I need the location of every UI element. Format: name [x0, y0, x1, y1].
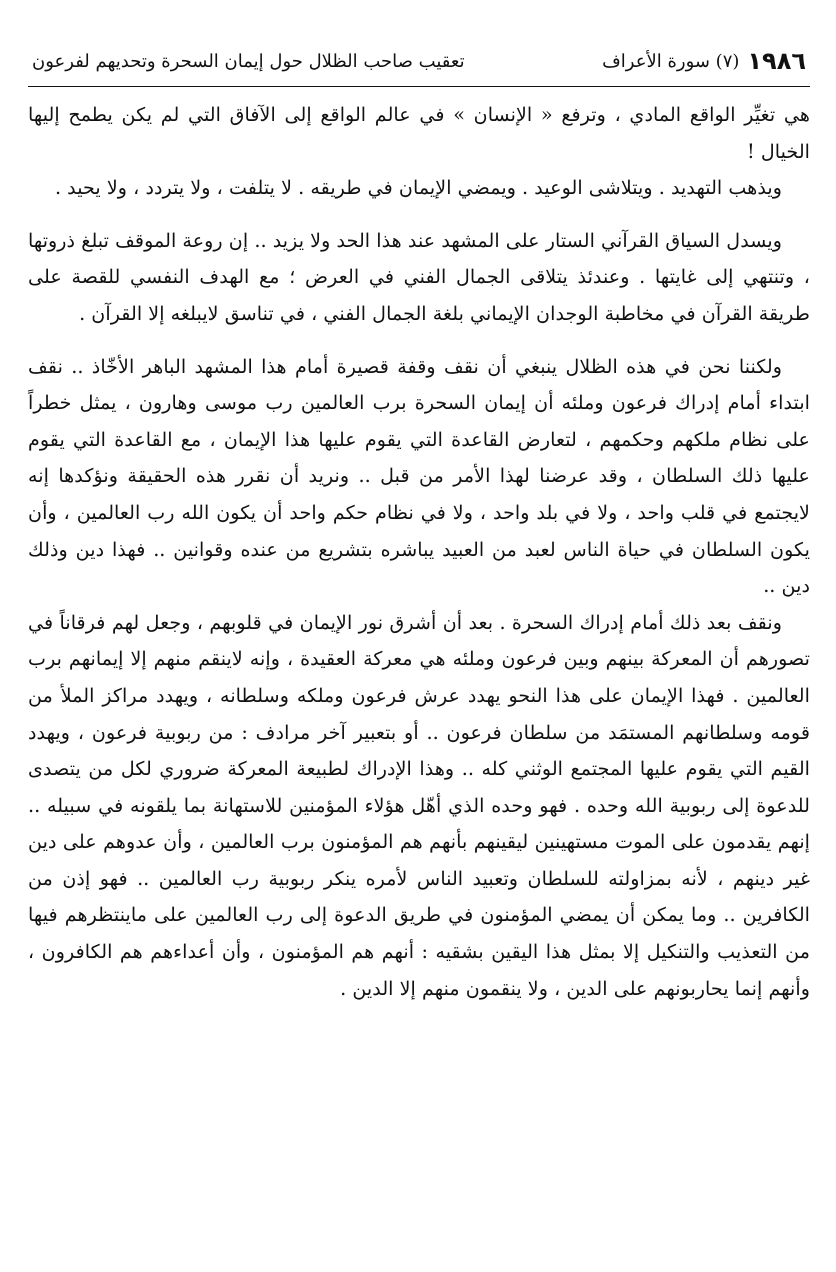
paragraph: ويذهب التهديد . ويتلاشى الوعيد . ويمضي الإيمان في طريقه . لا يتلفت ، ولا يتردد ، ولا يحيد . — [54, 176, 782, 200]
header-right — [602, 47, 806, 75]
running-title: تعقيب صاحب الظلال حول إيمان السحرة وتحديهم لفرعون — [32, 50, 465, 72]
sura-name: (٧) سورة الأعراف — [602, 50, 740, 72]
page-header — [28, 40, 810, 82]
paragraph: هي تغيِّر الواقع المادي ، وترفع « الإنسان » في عالم الواقع إلى الآفاق التي لم يكن يطمح إليها الخيال ! — [28, 103, 810, 163]
paragraph: ويسدل السياق القرآني الستار على المشهد عند هذا الحد ولا يزيد .. إن روعة الموقف تبلغ ذروتها ، وتنتهي إلى غايتها . وعندئذ يتلاقى الجمال الفني في العرض ؛ مع الهدف النفسي للقصة على طريقة القرآن في مخاطبة الوجدان الإيماني بلغة الجمال الفني ، في تناسق لايبلغه إلا القرآن . — [28, 228, 810, 325]
document-page — [28, 40, 810, 1007]
page-number: ١٩٨٦ — [747, 47, 806, 75]
header-divider — [28, 86, 810, 87]
body-text — [28, 97, 810, 1007]
paragraph: ولكننا نحن في هذه الظلال ينبغي أن نقف وقفة قصيرة أمام هذا المشهد الباهر الأخّاذ .. نقف ابتداء أمام إدراك فرعون وملئه أن إيمان السحرة برب العالمين رب موسى وهارون ، يمثل خطراً على نظام ملكهم وحكمهم ، لتعارض القاعدة التي يقوم عليها هذا الإيمان ، مع القاعدة التي يقوم عليها ذلك السلطان ، وقد عرضنا لهذا الأمر من قبل .. ونريد أن نقرر هذه الحقيقة ونؤكدها إنه لايجتمع في قلب واحد ، ولا في بلد واحد ، ولا في نظام حكم واحد أن يكون الله رب العالمين ، وأن يكون السلطان في حياة الناس لعبد من العبيد يباشره بتشريع من عنده وقوانين .. فهذا دين وذلك دين .. — [28, 354, 810, 598]
paragraph: ونقف بعد ذلك أمام إدراك السحرة . بعد أن أشرق نور الإيمان في قلوبهم ، وجعل لهم فرقاناً في تصورهم أن المعركة بينهم وبين فرعون وملئه هي معركة العقيدة ، وإنه لاينقم منهم إلا إيمانهم برب العالمين . فهذا الإيمان على هذا النحو يهدد عرش فرعون وملكه وسلطانه ، ويهدد مراكز الملأ من قومه وسلطانهم المستمَد من سلطان فرعون .. أو بتعبير آخر مرادف : من ربوبية فرعون ، ويهدد القيم التي يقوم عليها المجتمع الوثني كله .. وهذا الإدراك لطبيعة المعركة ضروري لكل من يتصدى للدعوة إلى ربوبية الله وحده . فهو وحده الذي أهّل هؤلاء المؤمنين للاستهانة بما يلقونه في سبيله .. إنهم يقدمون على الموت مستهينين ليقينهم بأنهم هم المؤمنون برب العالمين ، وأن عدوهم على دين غير دينهم ، لأنه بمزاولته للسلطان وتعبيد الناس لأمره ينكر ربوبية رب العالمين .. فهو إذن من الكافرين .. وما يمكن أن يمضي المؤمنون في طريق الدعوة إلى رب العالمين على ماينتظرهم فيها من التعذيب والتنكيل إلا بمثل هذا اليقين بشقيه : أنهم هم المؤمنون ، وأن أعداءهم هم الكافرون ، وأنهم إنما يحاربونهم على الدين ، ولا ينقمون منهم إلا الدين . — [28, 610, 810, 1000]
